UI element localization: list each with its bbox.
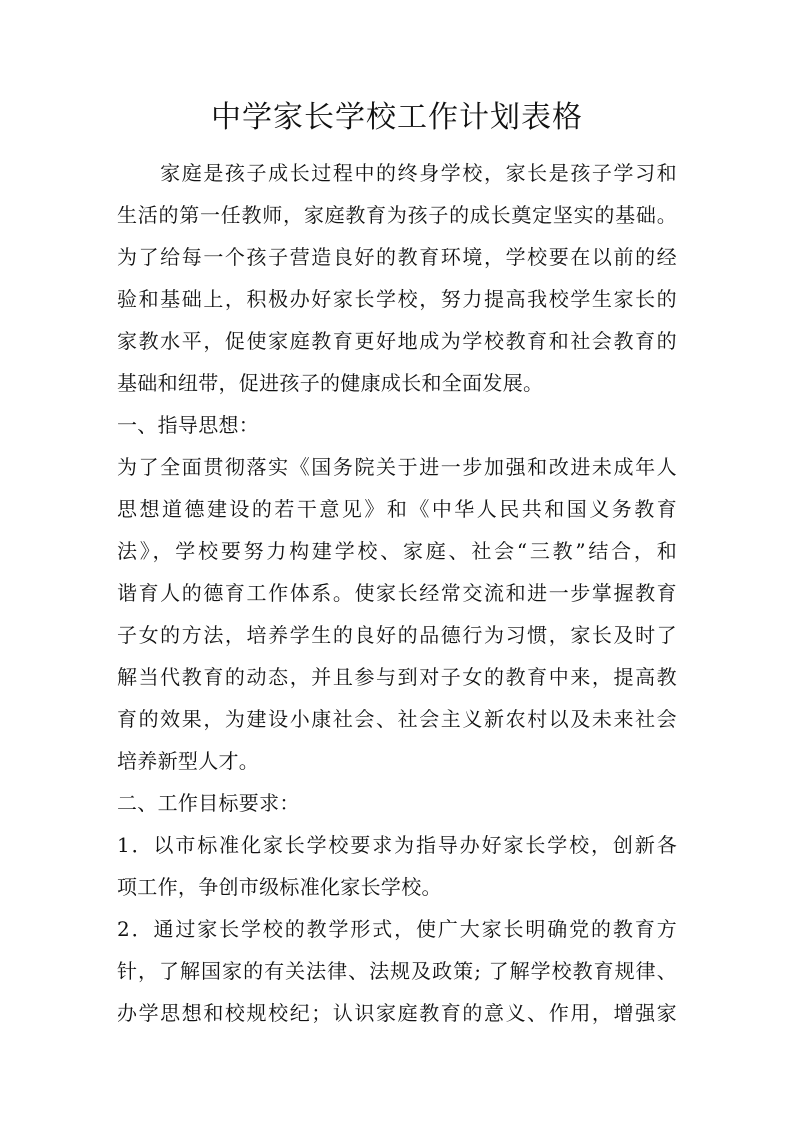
- paragraph-line: 子女的方法，培养学生的良好的品德行为习惯，家长及时了: [117, 623, 677, 647]
- paragraph-line: 生活的第一任教师，家庭教育为孩子的成长奠定坚实的基础。: [117, 203, 677, 227]
- paragraph-line: 为了全面贯彻落实《国务院关于进一步加强和改进未成年人: [117, 455, 677, 479]
- list-item-line: 针，了解国家的有关法律、法规及政策; 了解学校教育规律、: [117, 959, 677, 983]
- list-item-line: 项工作，争创市级标准化家长学校。: [117, 875, 442, 899]
- paragraph-line: 思想道德建设的若干意见》和《中华人民共和国义务教育: [117, 497, 677, 521]
- paragraph-line: 家教水平，促使家庭教育更好地成为学校教育和社会教育的: [117, 329, 677, 353]
- paragraph-line: 培养新型人才。: [117, 749, 260, 773]
- paragraph-line: 谐育人的德育工作体系。使家长经常交流和进一步掌握教育: [117, 581, 677, 605]
- section-heading: 二、工作目标要求：: [117, 791, 300, 815]
- paragraph-line: 为了给每一个孩子营造良好的教育环境，学校要在以前的经: [117, 245, 677, 269]
- paragraph-line: 家庭是孩子成长过程中的终身学校，家长是孩子学习和: [117, 161, 677, 185]
- list-item-line: 2．通过家长学校的教学形式，使广大家长明确党的教育方: [117, 917, 677, 941]
- paragraph-line: 基础和纽带，促进孩子的健康成长和全面发展。: [117, 371, 544, 395]
- section-heading: 一、指导思想：: [117, 413, 260, 437]
- paragraph-line: 验和基础上，积极办好家长学校，努力提高我校学生家长的: [117, 287, 677, 311]
- list-item-line: 办学思想和校规校纪；认识家庭教育的意义、作用，增强家: [117, 1001, 677, 1025]
- paragraph-line: 解当代教育的动态，并且参与到对子女的教育中来，提高教: [117, 665, 677, 689]
- document-body: [117, 152, 677, 1034]
- paragraph-line: 法》，学校要努力构建学校、家庭、社会“三教”结合，和: [117, 539, 677, 563]
- list-item-line: 1．以市标准化家长学校要求为指导办好家长学校，创新各: [117, 833, 677, 857]
- document-title: 中学家长学校工作计划表格: [211, 100, 583, 135]
- paragraph-line: 育的效果，为建设小康社会、社会主义新农村以及未来社会: [117, 707, 677, 731]
